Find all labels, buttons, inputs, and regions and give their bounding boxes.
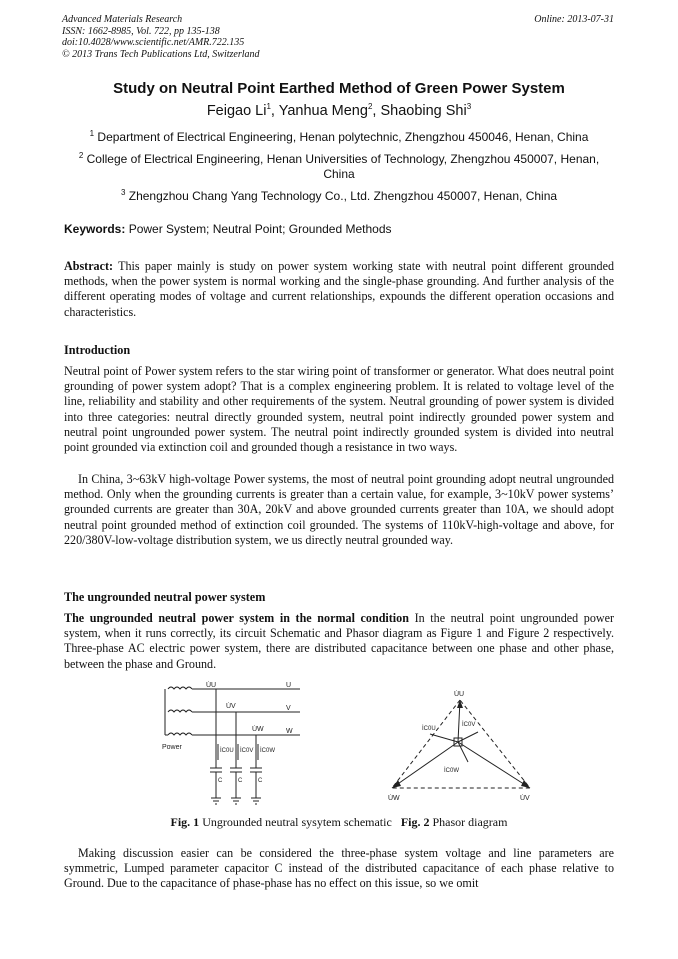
affiliation-text: Department of Electrical Engineering, Henan polytechnic, Zhengzhou 450046, Henan, China bbox=[97, 130, 589, 144]
figure-1-schematic bbox=[160, 680, 540, 813]
doi-line: doi:10.4028/www.scientific.net/AMR.722.135 bbox=[62, 37, 245, 48]
intro-heading: Introduction bbox=[64, 343, 131, 357]
figure-2-phasor bbox=[388, 690, 530, 802]
affiliation-3 bbox=[62, 189, 616, 204]
fig1-label-uu: U̇U bbox=[206, 682, 217, 689]
paper-title: Study on Neutral Point Earthed Method of Green Power System bbox=[113, 80, 565, 97]
affiliation-1 bbox=[62, 130, 616, 145]
copyright-line: © 2013 Trans Tech Publications Ltd, Switzerland bbox=[62, 48, 260, 60]
fig2-label-uw: U̇W bbox=[388, 795, 400, 802]
author-sup: 1 bbox=[266, 102, 271, 112]
fig2-label-icv: İC0V bbox=[462, 722, 476, 728]
fig1-label-c1: C bbox=[218, 778, 223, 784]
fig1-label-w: W bbox=[286, 728, 293, 735]
author-name: Shaobing Shi bbox=[380, 103, 467, 119]
author-name: Feigao Li bbox=[206, 103, 267, 119]
affiliation-sup: 1 bbox=[89, 129, 95, 138]
issn-line: ISSN: 1662-8985, Vol. 722, pp 135-138 bbox=[62, 25, 220, 37]
intro-paragraph-2: In China, 3~63kV high-voltage Power systems, the most of neutral point grounding adopt neutral ungrounded method. Only when the grounding currents is greater than a certain value, for example, 3~10kV power systems’ grounded currents are greater than 30A, 20kV and above grounded currents greater than 10A, we should adopt neutral point grounded method of extinction coil grounded. The systems of 110kV-high-voltage and above, for 220/380V-low-voltage distribution system, we us directly neutral grounded way. bbox=[64, 472, 614, 547]
keywords-text: Power System; Neutral Point; Grounded Methods bbox=[128, 222, 392, 236]
fig1-label-icv: İC0V bbox=[240, 748, 254, 754]
fig2-label-icw: İC0W bbox=[444, 768, 459, 774]
affiliation-text: Zhengzhou Chang Yang Technology Co., Ltd. Zhengzhou 450007, Henan, China bbox=[128, 189, 558, 203]
journal-name: Advanced Materials Research bbox=[62, 14, 183, 25]
affiliation-sup: 3 bbox=[120, 188, 126, 197]
fig1-caption-label: Fig. 1 bbox=[170, 815, 200, 829]
fig1-label-uv: U̇V bbox=[226, 703, 236, 710]
author-sup: 3 bbox=[466, 102, 472, 112]
fig1-label-u: U bbox=[286, 682, 292, 689]
abstract bbox=[64, 259, 614, 320]
fig1-label-c2: C bbox=[238, 778, 243, 784]
affiliation-2 bbox=[62, 152, 616, 182]
figure-captions bbox=[0, 815, 678, 830]
fig1-label-v: V bbox=[286, 705, 291, 712]
fig2-label-uu: U̇U bbox=[454, 691, 465, 698]
figures bbox=[160, 680, 540, 813]
section2-text: In the neutral point ungrounded power system, when it runs correctly, its circuit Schematic and Phasor diagram as Figure 1 and Figure 2 respectively. Three-phase AC electric power system, there are distributed capacitance between one phase and other phase, between the phase and Ground. bbox=[64, 611, 615, 671]
author-name: Yanhua Meng bbox=[278, 103, 368, 119]
keywords-label: Keywords: bbox=[64, 222, 126, 236]
fig1-caption-text: Ungrounded neutral sysytem schematic bbox=[199, 815, 392, 829]
fig1-label-c3: C bbox=[258, 778, 263, 784]
section2-paragraph bbox=[64, 611, 614, 672]
fig2-caption-text: Phasor diagram bbox=[429, 815, 508, 829]
intro-paragraph-1: Neutral point of Power system refers to the star wiring point of transformer or generator. What does neutral point grounding of power system adopt? That is a complex engineering problem. It is related to voltage level of the line, reliability and stability and other requirements of the system. Neutral grounding of power system is divided into three categories: neutral directly grounded system, neutral point indirectly grounded power system and neutral point ungrounded power system. The neutral point indirectly grounded system is divided into neutral point grounded via extinction coil and grounded though a resistance in two ways. bbox=[64, 364, 614, 455]
fig2-label-uv: U̇V bbox=[520, 795, 530, 802]
author-sup: 2 bbox=[367, 102, 373, 112]
fig1-label-icw: İC0W bbox=[260, 748, 275, 754]
fig1-label-power: Power bbox=[162, 744, 182, 751]
journal-header bbox=[62, 14, 260, 60]
section2-heading: The ungrounded neutral power system bbox=[64, 590, 266, 604]
fig1-label-uw: U̇W bbox=[252, 726, 264, 733]
keywords bbox=[64, 222, 392, 236]
fig2-caption-label: Fig. 2 bbox=[400, 815, 430, 829]
affiliation-sup: 2 bbox=[78, 151, 84, 160]
fig2-label-icu: İC0U bbox=[422, 726, 436, 732]
closing-paragraph: Making discussion easier can be considered the three-phase system voltage and line parameters are symmetric, Lumped parameter capacitor C instead of the distributed capacitance of each phase relative to Ground. Due to the capacitance of phase-phase has no effect on this issue, so we omit bbox=[64, 846, 614, 891]
online-date: Online: 2013-07-31 bbox=[534, 14, 614, 25]
fig1-label-icu: İC0U bbox=[220, 748, 234, 754]
abstract-label: Abstract: bbox=[64, 259, 114, 273]
author-list: Feigao Li$^1$, Yanhua Meng$^2$, Shaobing Shi$^3$ bbox=[206, 102, 472, 119]
abstract-text: This paper mainly is study on power system working state with neutral point different grounded methods, when the power system is normal working and the single-phase grounding. And further analysis of the different operating modes of voltage and current relationships, expounds the different operation occasions and characteristics. bbox=[64, 259, 614, 319]
affiliation-text: College of Electrical Engineering, Henan Universities of Technology, Zhengzhou 450007, Henan, China bbox=[86, 152, 600, 181]
section2-lead: The ungrounded neutral power system in the normal condition bbox=[64, 611, 409, 625]
